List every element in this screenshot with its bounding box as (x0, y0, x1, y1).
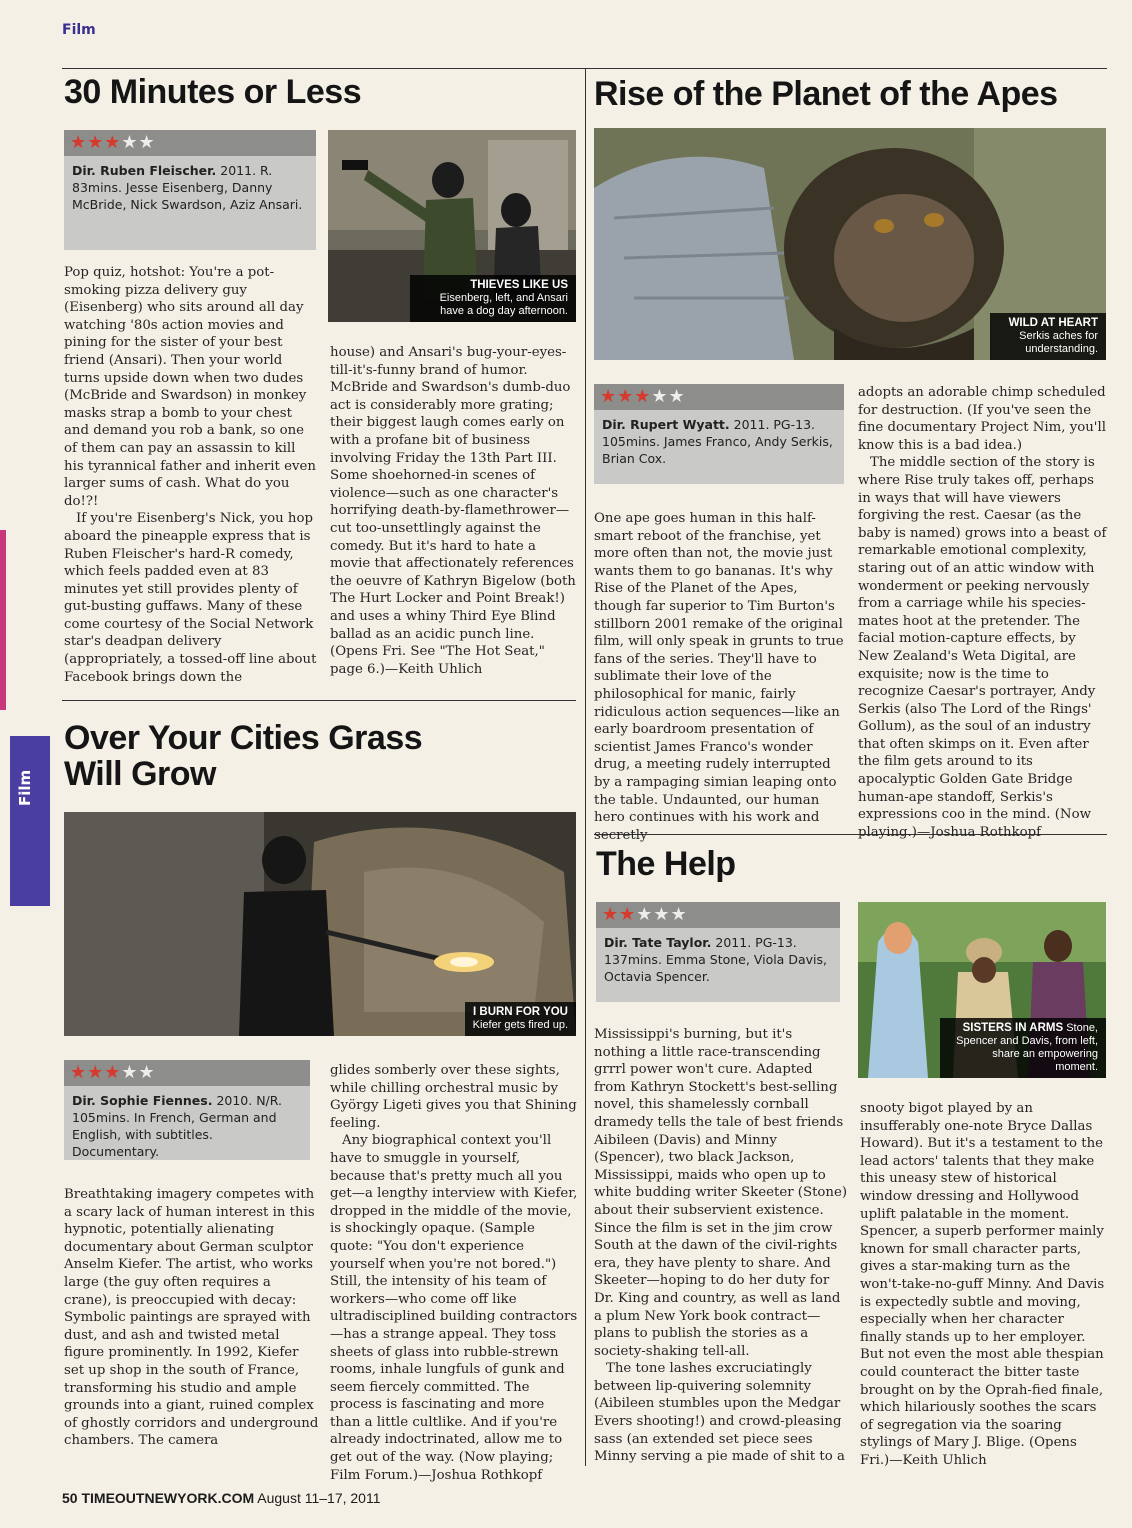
paragraph: Any biographical context you'll have to smuggle in yourself, because that's pretty much all you get—a lengthy interview with Kiefer, dropped in the middle of the movie, is shockingly opaque. (Sample quote: "You don't experience yourself when you're not bored.") Still, the intensity of his team of workers—who come off like ultradisciplined building contractors—has a strange appeal. They toss sheets of glass into rubble-strewn rooms, inhale lungfuls of gunk and seem fiercely committed. The process is fascinating and more than a little cultlike. And if you're already indoctrinated, allow me to get out of the way. (Now playing; Film Forum.)—Joshua Rothkopf (330, 1133, 578, 1483)
review-photo (328, 130, 576, 322)
star-icon: ★★★ (70, 1062, 122, 1083)
review-credits (594, 410, 844, 473)
star-icon: ★★★ (70, 132, 122, 153)
caption-text: Kiefer gets fired up. (472, 1019, 568, 1031)
paragraph: If you're Eisenberg's Nick, you hop aboard the pineapple express that is Ruben Fleischer's hard-R comedy, which feels padded even at 83 minutes yet still provides plenty of gut-busting guffaws. Many of these come courtesy of the Social Network star's deadpan delivery (appropriately, a tossed-off line about Facebook brings down the (64, 511, 317, 685)
column-rule (585, 68, 586, 1466)
credits-text: 2011. PG-13. 105mins. James Franco, Andy Serkis, Brian Cox. (602, 417, 833, 466)
title-line: Will Grow (64, 755, 216, 793)
section-rule (62, 700, 576, 701)
page-number: 50 (62, 1490, 78, 1506)
star-rating (594, 384, 844, 410)
paragraph: house) and Ansari's bug-your-eyes-till-it's-funny brand of humor. McBride and Swardson's dumb-duo act is considerably more grating; their biggest laugh comes early on with a profane bit of business involving Friday the 13th Part III. Some shoehorned-in scenes of violence—such as one character's horrifying death-by-flamethrower—cut too-unsettlingly against the comedy. But it's hard to hate a movie that affectionately references the oeuvre of Kathryn Bigelow (both The Hurt Locker and Point Break!) and uses a whiny Third Eye Blind ballad as an acidic punch line. (Opens Fri. See "The Hot Seat," page 6.)—Keith Uhlich (330, 345, 576, 677)
caption-text: Serkis aches for understanding. (1019, 330, 1098, 355)
page-footer (62, 1490, 381, 1506)
paragraph: Mississippi's burning, but it's nothing a little race-transcending grrrl power won't cure. Adapted from Kathryn Stockett's best-selling novel, this shamelessly cornball dramedy tells the tale of best friends Aibileen (Davis) and Minny (Spencer), two black Jackson, Mississippi, maids who open up to white budding writer Skeeter (Stone) about their subservient existence. Since the film is set in the jim crow South at the dawn of the civil-rights era, they have plenty to share. And Skeeter—hoping to do her duty for Dr. King and country, as well as land a plum New York book contract—plans to publish the stories as a society-shaking tell-all. (594, 1027, 848, 1359)
review-credits (64, 156, 316, 219)
review-body-col1 (64, 264, 318, 686)
caption-text: Eisenberg, left, and Ansari have a dog day afternoon. (439, 292, 568, 317)
side-tab-label: Film (16, 769, 34, 806)
review-photo (858, 902, 1106, 1078)
review-credits (596, 928, 840, 991)
review-title: The Help (596, 845, 736, 883)
section-label: Film (62, 22, 96, 38)
star-rating (64, 130, 316, 156)
review-body-col2 (330, 344, 578, 678)
top-rule (62, 68, 1107, 69)
director: Dir. Sophie Fiennes. (72, 1093, 213, 1108)
paragraph: One ape goes human in this half-smart reboot of the franchise, yet more often than not, the movie just wants them to go bananas. It's why Rise of the Planet of the Apes, though far superior to Tim Burton's stillborn 2001 remake of the original film, will only speak in grunts to true fans of the series. They'll have to sublimate their love of the philosophical for manic, fairly ridiculous action sequences—like an early boardroom presentation of scientist James Franco's wonder drug, a meeting rudely interrupted by a rampaging simian leaping onto the table. Undaunted, our human hero continues with his work and secretly (594, 511, 844, 843)
photo-caption (465, 1002, 576, 1036)
review-photo (64, 812, 576, 1036)
photo-caption (990, 313, 1106, 360)
pink-edge-marker (0, 530, 6, 710)
credits-text: 2010. N/R. 105mins. In French, German and English, with subtitles. Documentary. (72, 1093, 282, 1159)
review-body-col2 (330, 1062, 578, 1484)
director: Dir. Rupert Wyatt. (602, 417, 730, 432)
review-credits (64, 1086, 310, 1166)
paragraph: Breathtaking imagery competes with a scary lack of human interest in this hypnotic, potentially alienating documentary about German sculptor Anselm Kiefer. The artist, who works large (the guy often requires a crane), is preoccupied with decay: Symbolic paintings are sprayed with dust, and ash and twisted metal figure prominently. In 1992, Kiefer set up shop in the south of France, transforming his studio and ample grounds into a giant, ruined complex of ghostly corridors and underground chambers. The camera (64, 1187, 319, 1449)
review-body-col1 (594, 1026, 848, 1466)
paragraph: The tone lashes excruciatingly between lip-quivering solemnity (Aibileen stumbles upon the Medgar Evers shooting!) and crowd-pleasing sass (an extended set piece sees Minny serving a pie made of shit to a (594, 1361, 845, 1465)
side-tab (10, 736, 50, 906)
caption-title: I BURN FOR YOU (473, 1006, 568, 1018)
caption-title: SISTERS IN ARMS (962, 1022, 1064, 1034)
review-infobox (596, 902, 840, 1002)
credits-text: 2011. R. 83mins. Jesse Eisenberg, Danny McBride, Nick Swardson, Aziz Ansari. (72, 163, 303, 212)
review-infobox (594, 384, 844, 484)
credits-text: 2011. PG-13. 137mins. Emma Stone, Viola Davis, Octavia Spencer. (604, 935, 827, 984)
star-icon: ★★ (121, 1062, 156, 1083)
caption-text: Stone, Spencer and Davis, from left, share an empowering moment. (956, 1022, 1098, 1073)
caption-title: WILD AT HEART (1008, 317, 1098, 329)
star-icon: ★★ (651, 386, 686, 407)
review-infobox (64, 1060, 310, 1160)
review-body-col1 (594, 510, 848, 844)
review-infobox (64, 130, 316, 250)
paragraph: Pop quiz, hotshot: You're a pot-smoking pizza delivery guy (Eisenberg) who sits around all day watching '80s action movies and pining for the sister of your best friend (Ansari). Then your world turns upside down when two dudes (McBride and Swardson) in monkey masks strap a bomb to your chest and demand you rob a bank, so one of them can pay an assassin to kill his tyrannical father and inherit even larger sums of cash. What do you do!?! (64, 265, 316, 509)
review-body-col2 (858, 384, 1108, 841)
issue-date: August 11–17, 2011 (257, 1490, 381, 1506)
review-body-col2 (860, 1100, 1108, 1469)
review-title: 30 Minutes or Less (64, 73, 362, 111)
paragraph: adopts an adorable chimp scheduled for destruction. (If you've seen the fine documentary Project Nim, you'll know this is a bad idea.) (858, 385, 1106, 453)
photo-caption (410, 275, 576, 322)
review-body-col1 (64, 1186, 320, 1450)
director: Dir. Tate Taylor. (604, 935, 712, 950)
title-line: Over Your Cities Grass (64, 719, 423, 757)
star-icon: ★★ (121, 132, 156, 153)
star-icon: ★★★ (600, 386, 652, 407)
director: Dir. Ruben Fleischer. (72, 163, 217, 178)
review-title: Rise of the Planet of the Apes (594, 75, 1058, 113)
site-name: TIMEOUTNEWYORK.COM (81, 1490, 255, 1506)
star-icon: ★★ (602, 904, 637, 925)
photo-caption (940, 1018, 1106, 1078)
star-rating (64, 1060, 310, 1086)
star-rating (596, 902, 840, 928)
review-title (64, 720, 564, 792)
paragraph: The middle section of the story is where Rise truly takes off, perhaps in ways that will have viewers forgiving the rest. Caesar (as the baby is named) grows into a beast of remarkable emotional complexity, staring out of an attic window with wonderment or peeking nervously from a carriage while his species-mates hoot at the pretender. The facial motion-capture effects, by New Zealand's Weta Digital, are exquisite; now is the time to recognize Caesar's portrayer, Andy Serkis (also The Lord of the Rings' Gollum), as the soul of an industry that often skimps on it. Even after the film gets around to its apocalyptic Golden Gate Bridge human-ape standoff, Serkis's expressions coo in the mind. (Now playing.)—Joshua Rothkopf (858, 455, 1107, 840)
paragraph: glides somberly over these sights, while chilling orchestral music by György Ligeti gives you that Shining feeling. (330, 1063, 577, 1131)
caption-title: THIEVES LIKE US (470, 279, 568, 291)
star-icon: ★★★ (636, 904, 688, 925)
review-photo (594, 128, 1106, 360)
paragraph: snooty bigot played by an insufferably one-note Bryce Dallas Howard). But it's a testament to the lead actors' talents that they make this uneasy stew of historical window dressing and Hollywood uplift palatable in the moment. Spencer, a superb performer mainly known for small character parts, gives a star-making turn as the won't-take-no-guff Minny. And Davis is expectedly subtle and moving, especially when her character finally stands up to her employer. But not even the most able thespian could counteract the bitter taste brought on by the Oprah-fied finale, which hilariously soothes the scars of segregation via the soaring stylings of Mary J. Blige. (Opens Fri.)—Keith Uhlich (860, 1101, 1105, 1468)
